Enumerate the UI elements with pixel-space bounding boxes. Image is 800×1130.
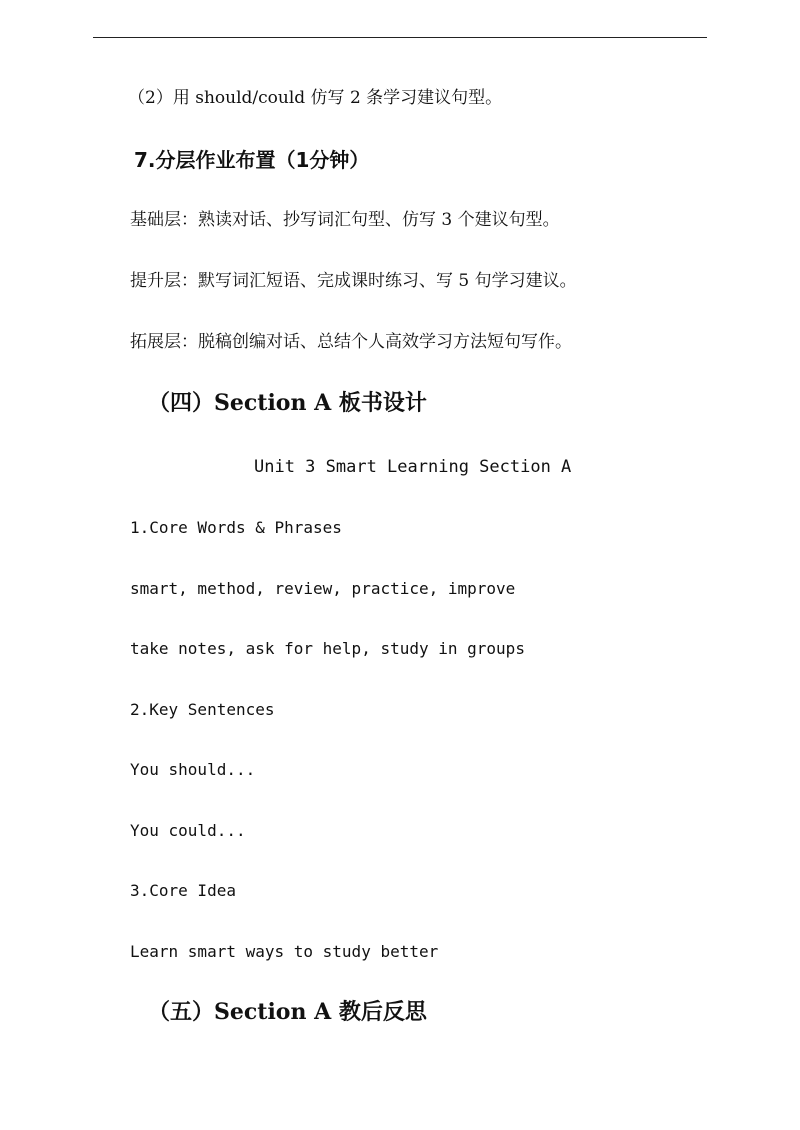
section-4-heading: （四）Section A 板书设计: [148, 390, 427, 416]
core-idea-heading: 3.Core Idea: [130, 881, 236, 900]
sentence-could: You could...: [130, 821, 246, 840]
section-5-heading: （五）Section A 教后反思: [148, 999, 427, 1025]
homework-extended: 拓展层：脱稿创编对话、总结个人高效学习方法短句写作。: [130, 332, 572, 352]
homework-basic: 基础层：熟读对话、抄写词汇句型、仿写 3 个建议句型。: [130, 210, 560, 230]
board-title: Unit 3 Smart Learning Section A: [254, 457, 572, 477]
key-sentences-heading: 2.Key Sentences: [130, 700, 275, 719]
sentence-should: You should...: [130, 760, 256, 779]
header-rule: [93, 37, 707, 38]
words-line-2: take notes, ask for help, study in groups: [130, 639, 525, 658]
core-idea-text: Learn smart ways to study better: [130, 942, 439, 961]
words-line-1: smart, method, review, practice, improve: [130, 579, 516, 598]
homework-advanced: 提升层：默写词汇短语、完成课时练习、写 5 句学习建议。: [130, 271, 577, 291]
core-words-heading: 1.Core Words & Phrases: [130, 518, 342, 537]
writing-task-line: （2）用 should/could 仿写 2 条学习建议句型。: [128, 88, 503, 108]
homework-heading: 7.分层作业布置（1分钟）: [134, 148, 370, 172]
